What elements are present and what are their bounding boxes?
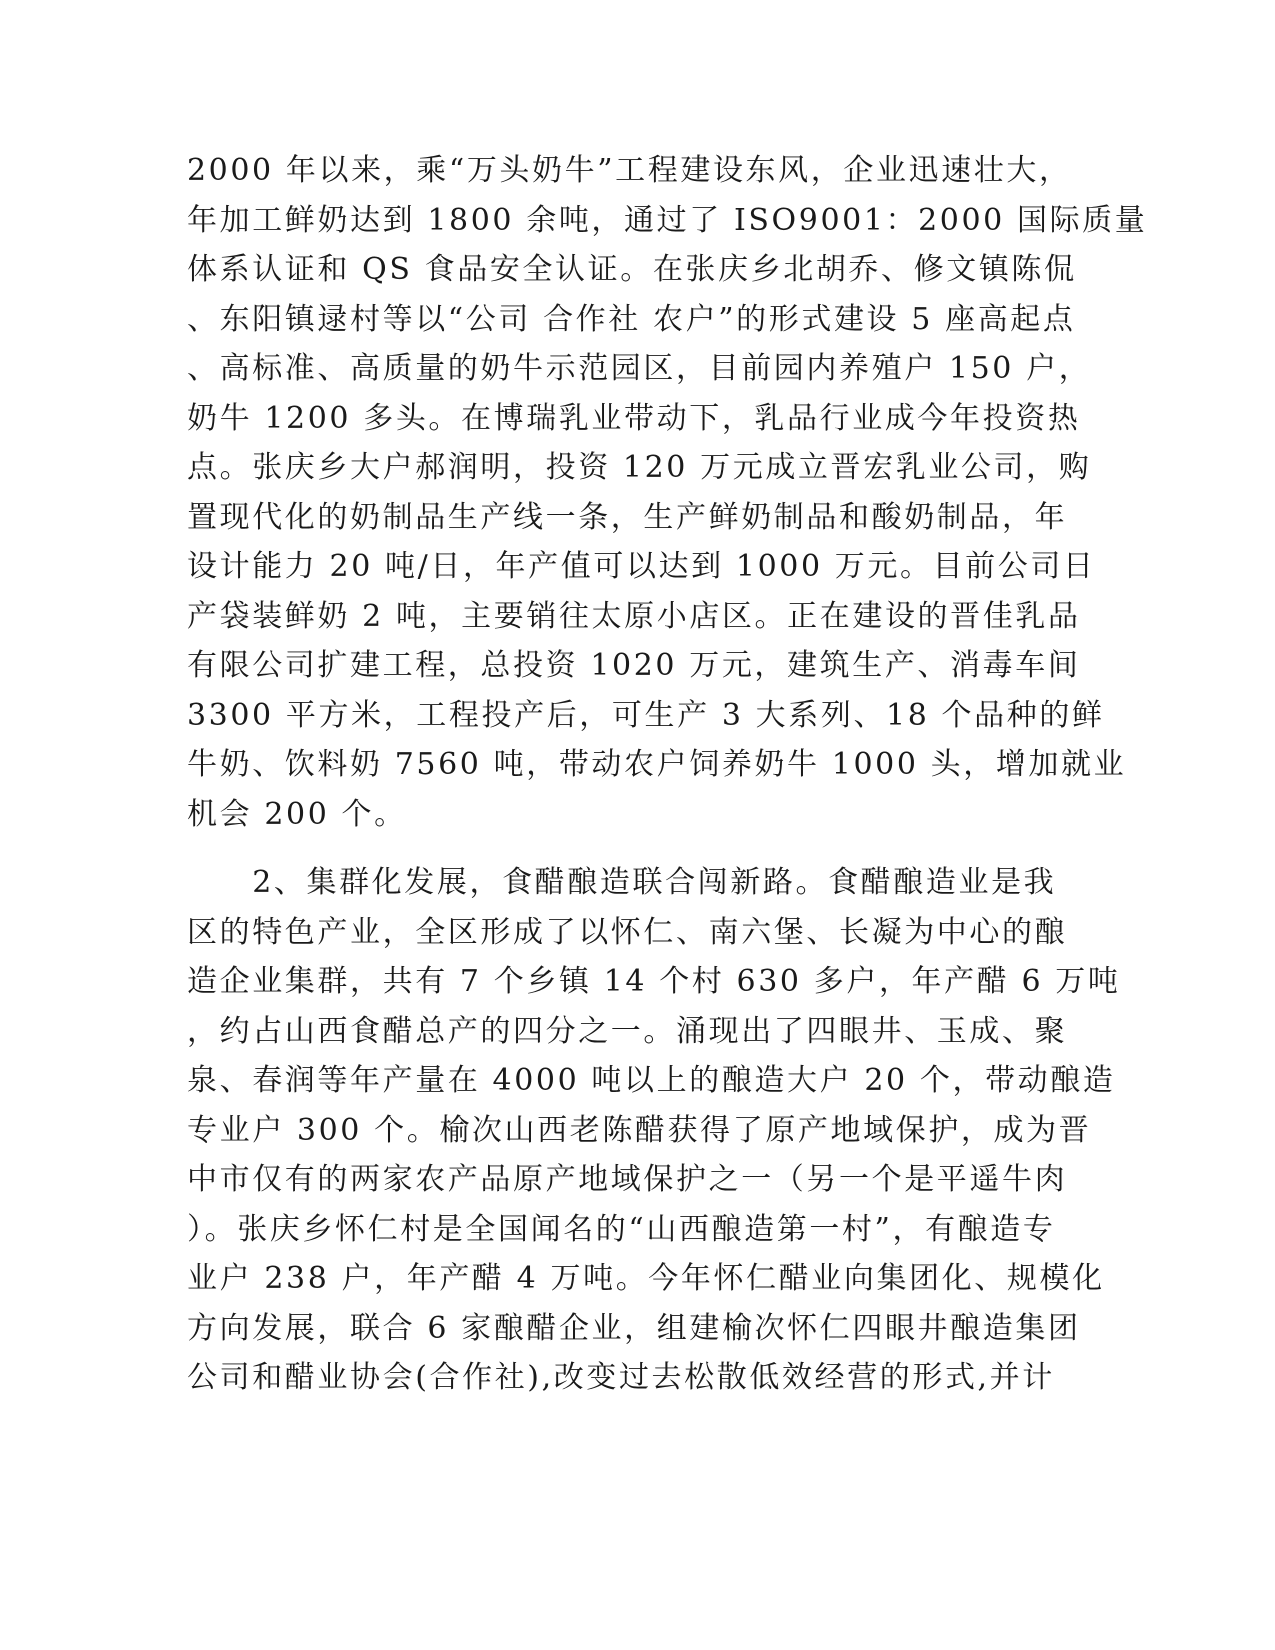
text-line: 奶牛 1200 多头。在博瑞乳业带动下，乳品行业成今年投资热 <box>187 400 1081 436</box>
text-line: 设计能力 20 吨/日，年产值可以达到 1000 万元。目前公司日 <box>187 549 1096 584</box>
text-line: 中市仅有的两家农产品原产地域保护之一（另一个是平遥牛肉 <box>187 1162 1068 1197</box>
text-line: 牛奶、饮料奶 7560 吨，带动农户饲养奶牛 1000 头，增加就业 <box>187 747 1127 782</box>
text-line: 机会 200 个。 <box>187 796 407 832</box>
text-line: 产袋装鲜奶 2 吨，主要销往太原小店区。正在建设的晋佳乳品 <box>187 598 1081 634</box>
text-line: 专业户 300 个。榆次山西老陈醋获得了原产地域保护，成为晋 <box>187 1112 1092 1148</box>
text-line: 、高标准、高质量的奶牛示范园区，目前园内养殖户 150 户， <box>187 351 1092 386</box>
paragraph-vinegar-industry <box>187 858 1121 1403</box>
text-line: 3300 平方米，工程投产后，可生产 3 大系列、18 个品种的鲜 <box>187 697 1105 733</box>
text-line: 点。张庆乡大户郝润明，投资 120 万元成立晋宏乳业公司，购 <box>187 450 1092 485</box>
text-line: 区的特色产业，全区形成了以怀仁、南六堡、长凝为中心的酿 <box>187 914 1068 950</box>
text-line: 造企业集群，共有 7 个乡镇 14 个村 630 多户，年产醋 6 万吨 <box>187 964 1121 999</box>
text-line: 有限公司扩建工程，总投资 1020 万元，建筑生产、消毒车间 <box>187 648 1081 683</box>
text-line: 2、集群化发展，食醋酿造联合闯新路。食醋酿造业是我 <box>187 865 1057 900</box>
text-line: 体系认证和 QS 食品安全认证。在张庆乡北胡乔、修文镇陈侃 <box>187 252 1077 287</box>
text-line: 、东阳镇逯村等以“公司 合作社 农户”的形式建设 5 座高起点 <box>187 301 1076 337</box>
text-line: 置现代化的奶制品生产线一条，生产鲜奶制品和酸奶制品，年 <box>187 499 1068 535</box>
text-line: 2000 年以来，乘“万头奶牛”工程建设东风，企业迅速壮大， <box>187 153 1072 188</box>
text-line: 公司和醋业协会(合作社),改变过去松散低效经营的形式,并计 <box>187 1360 1055 1395</box>
paragraph-dairy-industry <box>187 146 1148 839</box>
text-line: 业户 238 户，年产醋 4 万吨。今年怀仁醋业向集团化、规模化 <box>187 1261 1105 1296</box>
text-line: 泉、春润等年产量在 4000 吨以上的酿造大户 20 个，带动酿造 <box>187 1063 1116 1098</box>
text-line: ）。张庆乡怀仁村是全国闻名的“山西酿造第一村”，有酿造专 <box>187 1211 1056 1247</box>
text-line: 方向发展，联合 6 家酿醋企业，组建榆次怀仁四眼井酿造集团 <box>187 1310 1081 1346</box>
text-line: 年加工鲜奶达到 1800 余吨，通过了 ISO9001：2000 国际质量 <box>187 202 1148 238</box>
text-line: ，约占山西食醋总产的四分之一。涌现出了四眼井、玉成、聚 <box>187 1013 1068 1049</box>
